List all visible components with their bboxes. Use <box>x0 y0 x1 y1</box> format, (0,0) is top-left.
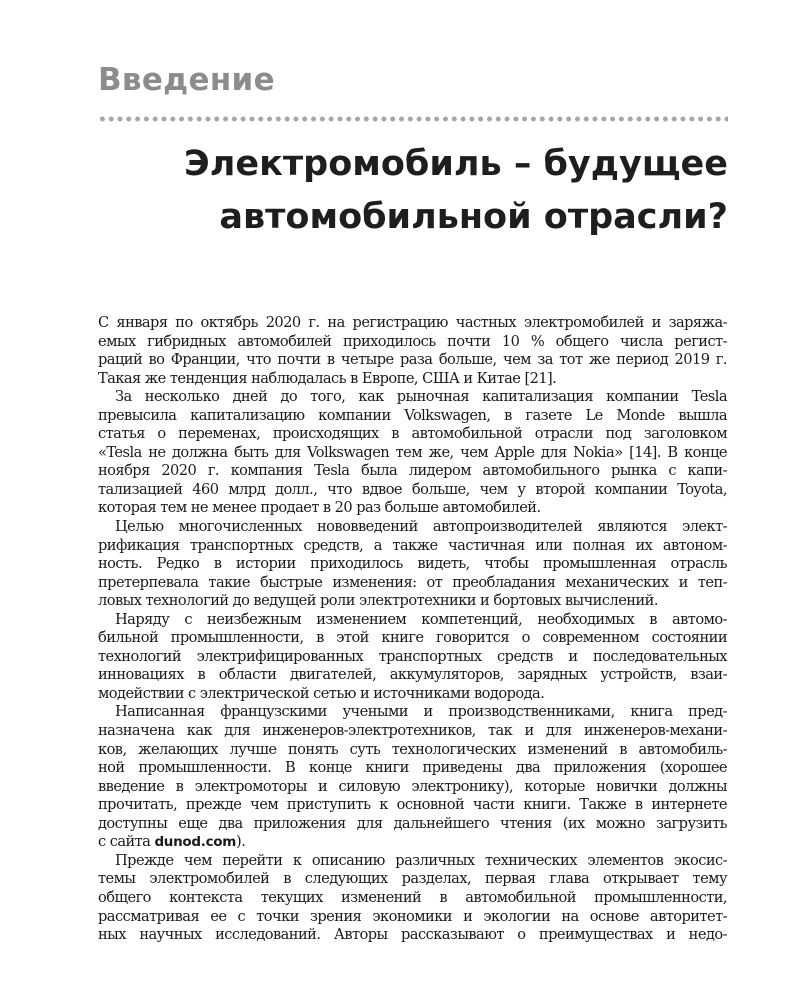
chapter-title-line-1: Электромобиль – будущее <box>184 144 728 184</box>
chapter-title-line-2: автомобильной отрасли? <box>219 197 728 237</box>
text-line: Написанная французскими учеными и производственниками, книга пред- <box>115 703 727 721</box>
text-line: раций во Франции, что почти в четыре раза больше, чем за тот же период 2019 г. <box>98 351 727 369</box>
chapter-title <box>88 138 728 244</box>
text-line: рассматривая ее с точки зрения экономики и экологии на основе авторитет- <box>98 907 727 925</box>
text-line: ков, желающих лучше понять суть технологических изменений в автомобиль- <box>98 740 727 758</box>
text-line: превысила капитализацию компании Volkswagen, в газете Le Monde вышла <box>98 406 727 424</box>
text-line: С января по октябрь 2020 г. на регистрацию частных электромобилей и заряжа- <box>98 314 727 331</box>
text-line <box>98 833 727 852</box>
site-prefix: с сайта <box>98 833 155 851</box>
text-line: ных научных исследований. Авторы рассказывают о преимуществах и недо- <box>98 926 727 944</box>
text-line: Наряду с неизбежным изменением компетенций, необходимых в автомо- <box>115 610 727 628</box>
text-line: ной промышленности. В конце книги приведены два приложения (хорошее <box>98 759 727 777</box>
text-line: ность. Редко в истории приходилось видеть, чтобы промышленная отрасль <box>98 555 727 573</box>
text-line: инновациях в области двигателей, аккумуляторов, зарядных устройств, взаи- <box>98 666 727 684</box>
text-line: претерпевала такие быстрые изменения: от преобладания механических и теп- <box>98 573 727 591</box>
site-suffix: ). <box>236 833 246 851</box>
text-line: рификация транспортных средств, а также частичная или полная их автоном- <box>98 536 727 554</box>
paragraph-6 <box>98 852 727 945</box>
text-line: Такая же тенденция наблюдалась в Европе, США и Китае [21]. <box>98 369 557 387</box>
paragraph-1 <box>98 314 727 388</box>
text-line: Целью многочисленных нововведений автопроизводителей являются элект- <box>115 518 727 536</box>
text-line: бильной промышленности, в этой книге говорится о современном состоянии <box>98 629 727 647</box>
text-line: общего контекста текущих изменений в автомобильной промышленности, <box>98 888 727 906</box>
text-line: Прежде чем перейти к описанию различных технических элементов экосис- <box>115 851 727 869</box>
text-line: тализацией 460 млрд долл., что вдвое больше, чем у второй компании Toyota, <box>98 480 727 498</box>
text-line: которая тем не менее продает в 20 раз больше автомобилей. <box>98 499 541 517</box>
text-line: темы электромобилей в следующих разделах, первая глава открывает тему <box>98 870 727 888</box>
paragraph-3 <box>98 518 727 611</box>
paragraph-2 <box>98 388 727 518</box>
body-text <box>98 314 727 945</box>
text-line: модействии с электрической сетью и источниками водорода. <box>98 684 545 702</box>
website-link: dunod.com <box>154 834 237 851</box>
paragraph-5 <box>98 703 727 851</box>
paragraph-4 <box>98 611 727 704</box>
text-line: ноября 2020 г. компания Tesla была лидером автомобильного рынка с капи- <box>98 462 727 480</box>
text-line: введение в электромоторы и силовую электронику), которые новички должны <box>98 777 727 795</box>
text-line: ловых технологий до ведущей роли электротехники и бортовых вычислений. <box>98 592 658 610</box>
text-line: «Tesla не должна быть для Volkswagen тем же, чем Apple для Nokia» [14]. В конце <box>98 443 727 461</box>
text-line: За несколько дней до того, как рыночная капитализация компании Tesla <box>115 388 727 406</box>
text-line: доступны еще два приложения для дальнейшего чтения (их можно загрузить <box>98 814 727 832</box>
dotted-rule <box>98 116 728 122</box>
text-line: прочитать, прежде чем приступить к основной части книги. Также в интернете <box>98 796 727 814</box>
text-line: технологий электрифицированных транспортных средств и последовательных <box>98 647 727 665</box>
text-line: назначена как для инженеров-электротехников, так и для инженеров-механи- <box>98 722 727 740</box>
text-line: емых гибридных автомобилей приходилось почти 10 % общего числа регист- <box>98 332 727 350</box>
section-label: Введение <box>98 62 275 98</box>
text-line: статья о переменах, происходящих в автомобильной отрасли под заголовком <box>98 425 727 443</box>
